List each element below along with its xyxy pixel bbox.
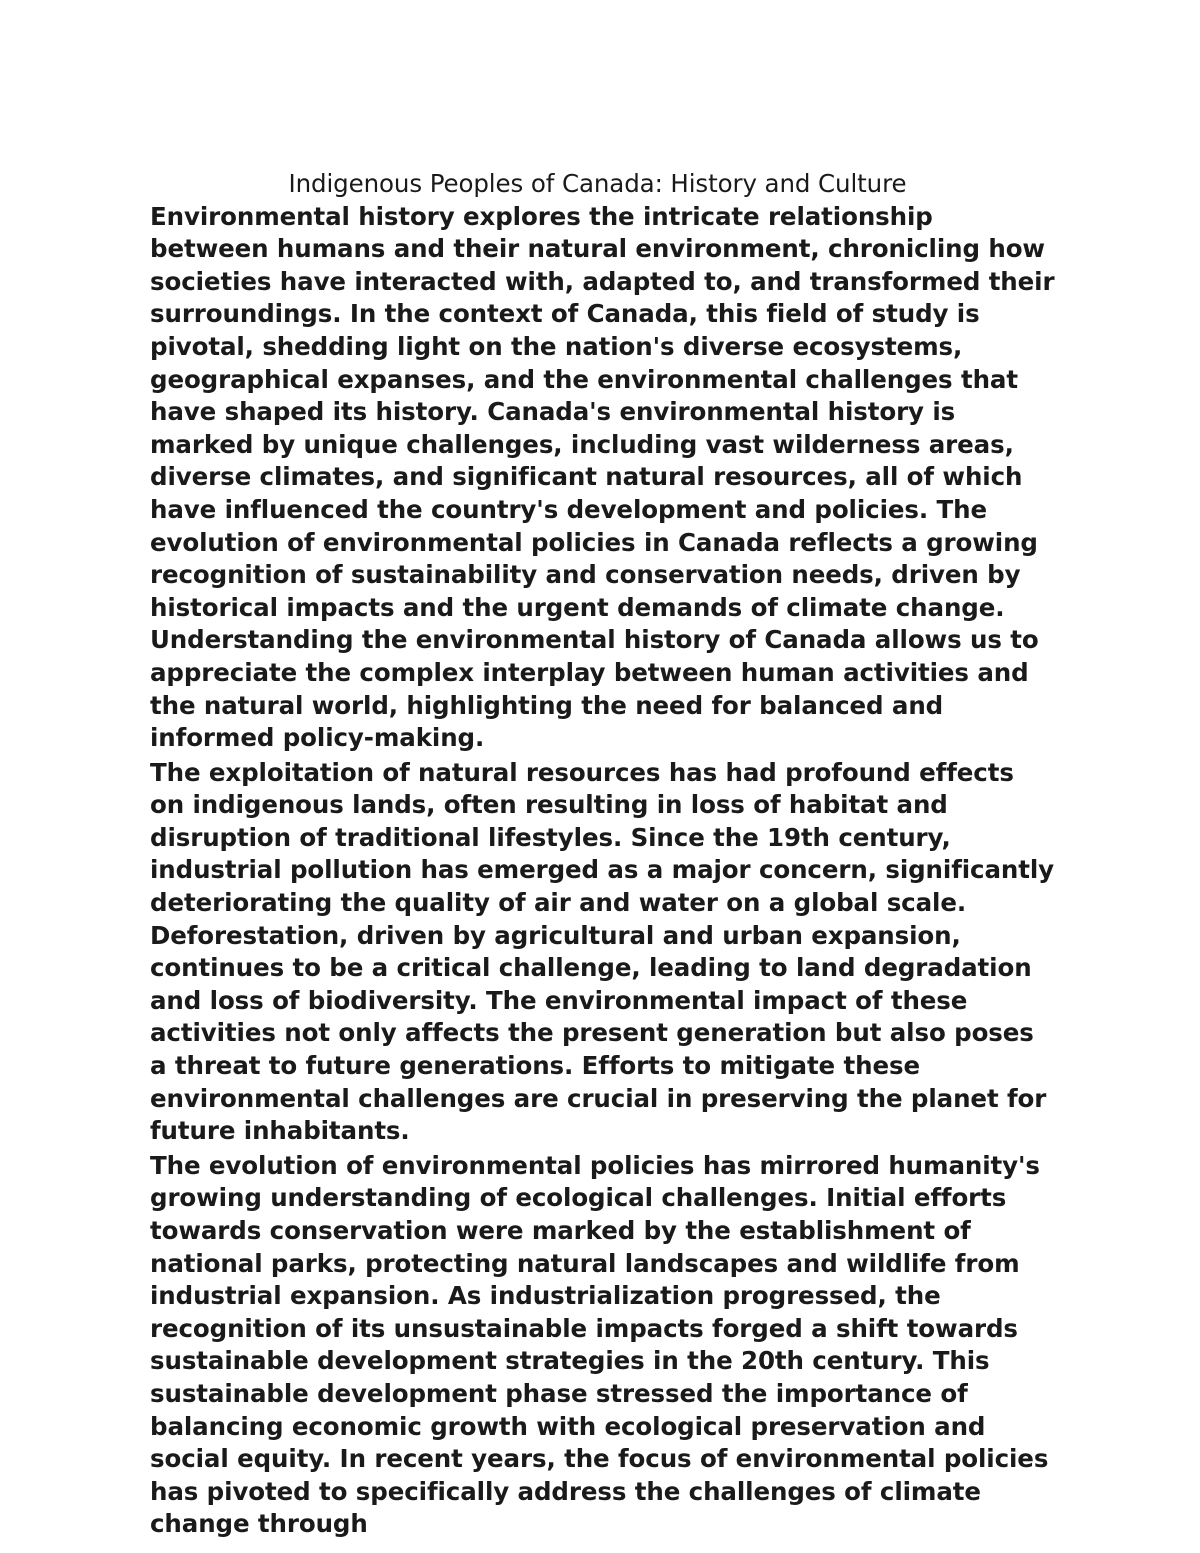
paragraph-policy-evolution: The evolution of environmental policies has mirrored humanity's growing understanding of ecological challenges. Initial efforts towards conservation were marked by the establishment of national parks, protecting natural landscapes and wildlife from industrial expansion. As industrialization progressed, the recognition of its unsustainable impacts forged a shift towards sustainable development strategies in the 20th century. This sustainable development phase stressed the importance of balancing economic growth with ecological preservation and social equity. In recent years, the focus of environmental policies has pivoted to specifically address the challenges of climate change through <box>150 1150 1049 1539</box>
paragraph-environmental-history: Environmental history explores the intricate relationship between humans and their natural environment, chronicling how societies have interacted with, adapted to, and transformed their surroundings. In the context of Canada, this field of study is pivotal, shedding light on the nation's diverse ecosystems, geographical expanses, and the environmental challenges that have shaped its history. Canada's environmental history is marked by unique challenges, including vast wilderness areas, diverse climates, and significant natural resources, all of which have influenced the country's development and policies. The evolution of environmental policies in Canada reflects a growing recognition of sustainability and conservation needs, driven by historical impacts and the urgent demands of climate change. Understanding the environmental history of Canada allows us to appreciate the complex interplay between human activities and the natural world, highlighting the need for balanced and informed policy-making. <box>150 201 1055 753</box>
document-title: Indigenous Peoples of Canada: History and Culture <box>288 169 907 198</box>
paragraph-resource-exploitation: The exploitation of natural resources has had profound effects on indigenous lands, often resulting in loss of habitat and disruption of traditional lifestyles. Since the 19th century, industrial pollution has emerged as a major concern, significantly deteriorating the quality of air and water on a global scale. Deforestation, driven by agricultural and urban expansion, continues to be a critical challenge, leading to land degradation and loss of biodiversity. The environmental impact of these activities not only affects the present generation but also poses a threat to future generations. Efforts to mitigate these environmental challenges are crucial in preserving the planet for future inhabitants. <box>150 757 1055 1146</box>
document-body <box>150 168 1055 1543</box>
